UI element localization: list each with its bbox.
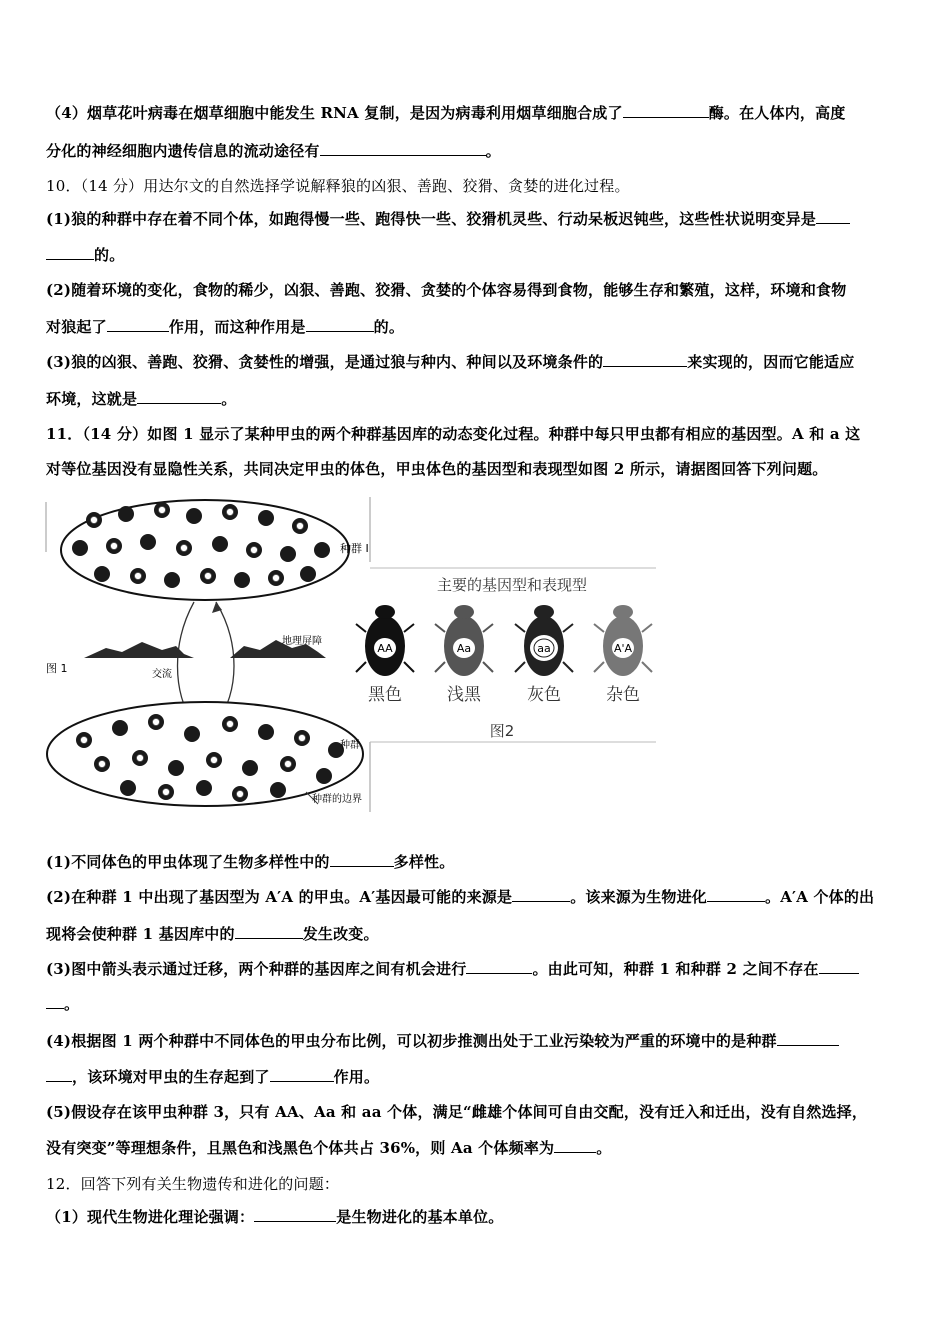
answer-blank[interactable] <box>816 209 850 224</box>
q11-heading-line-1: 11．（14 分）如图 1 显示了某种甲虫的两个种群基因库的动态变化过程。种群中每只甲虫都有相应的基因型。A 和 a 这 <box>46 425 861 443</box>
answer-blank[interactable] <box>254 1207 336 1222</box>
boundary-label: 种群的边界 <box>312 794 362 805</box>
q11-p2-line-1: (2)在种群 1 中出现了基因型为 A′A 的甲虫。A′基因最可能的来源是 。该来源为生物进化 。A′A 个体的出 <box>46 888 875 906</box>
beetle-aa-gray <box>515 605 573 676</box>
q11-p3-line-1: (3)图中箭头表示通过迁移，两个种群的基因库之间有机会进行 。由此可知，种群 1 和种群 2 之间不存在 <box>46 958 859 979</box>
barrier-label: 地理屏障 <box>282 636 322 647</box>
beetle-a-prime-a-mottled <box>594 605 652 676</box>
figure-1-label: 图 1 <box>46 662 68 675</box>
q11-p4-line-2: ，该环境对甲虫的生存起到了 作用。 <box>46 1066 379 1087</box>
answer-blank[interactable] <box>777 1031 839 1046</box>
answer-blank[interactable] <box>623 103 709 118</box>
answer-blank[interactable] <box>512 887 570 902</box>
population-2-label: 种群 <box>340 740 360 751</box>
q11-p3-line-2: 。 <box>46 993 79 1014</box>
figure-2-caption: 图2 <box>489 722 515 740</box>
answer-blank[interactable] <box>306 317 374 332</box>
q10-heading: 10．（14 分）用达尔文的自然选择学说解释狼的凶狠、善跑、狡猾、贪婪的进化过程。 <box>46 177 630 195</box>
q11-p5-line-1: (5)假设存在该甲虫种群 3，只有 AA、Aa 和 aa 个体，满足“雌雄个体间可自由交配，没有迁入和迁出，没有自然选择， <box>46 1103 868 1121</box>
q11-p2-line-2: 现将会使种群 1 基因库中的 发生改变。 <box>46 925 379 943</box>
answer-blank[interactable] <box>707 887 765 902</box>
q11-p1: (1)不同体色的甲虫体现了生物多样性中的 多样性。 <box>46 853 455 871</box>
q11-heading-line-2: 对等位基因没有显隐性关系，共同决定甲虫的体色，甲虫体色的基因型和表现型如图 2 所示，请据图回答下列问题。 <box>46 460 828 478</box>
q12-p1: （1）现代生物进化理论强调： 是生物进化的基本单位。 <box>46 1208 504 1226</box>
answer-blank[interactable] <box>107 317 169 332</box>
phenotype-label: 浅黑 <box>447 685 481 705</box>
phenotype-label: 灰色 <box>527 685 561 705</box>
phenotype-label: 黑色 <box>368 685 402 705</box>
q10-p1-line-1: (1)狼的种群中存在着不同个体，如跑得慢一些、跑得快一些、狡猾机灵些、行动呆板迟钝些，这些性状说明变异是 <box>46 208 850 229</box>
answer-blank[interactable] <box>46 245 94 260</box>
figure-illustration <box>44 492 656 832</box>
q12-heading: 12．回答下列有关生物遗传和进化的问题： <box>46 1175 340 1193</box>
q10-p3-line-1: (3)狼的凶狠、善跑、狡猾、贪婪性的增强，是通过狼与种内、种间以及环境条件的 来实现的，因而它能适应 <box>46 353 855 371</box>
genotype-label: A'A <box>613 642 633 655</box>
q11-p5-line-2: 没有突变”等理想条件，且黑色和浅黑色个体共占 36%，则 Aa 个体频率为 。 <box>46 1139 612 1157</box>
answer-blank[interactable] <box>235 924 303 939</box>
barrier-mountain-left <box>84 642 194 658</box>
genotype-label: Aa <box>456 642 472 655</box>
q10-p3-line-2: 环境，这就是 。 <box>46 390 237 408</box>
figure-2-title: 主要的基因型和表现型 <box>436 576 588 594</box>
answer-blank[interactable] <box>554 1138 596 1153</box>
exchange-label: 交流 <box>152 669 172 680</box>
answer-blank[interactable] <box>270 1067 334 1082</box>
beetle-aa-light-black <box>435 605 493 676</box>
answer-blank[interactable] <box>466 959 532 974</box>
beetle-aa-black <box>356 605 414 676</box>
q10-p2-line-2: 对狼起了 作用，而这种作用是 的。 <box>46 318 405 336</box>
population-1-ellipse <box>61 500 349 600</box>
q9-4-line-2: 分化的神经细胞内遗传信息的流动途径有 。 <box>46 142 501 160</box>
answer-blank[interactable] <box>46 1067 72 1082</box>
q11-p4-line-1: (4)根据图 1 两个种群中不同体色的甲虫分布比例，可以初步推测出处于工业污染较为严重的环境中的是种群 <box>46 1030 839 1051</box>
q10-p2-line-1: (2)随着环境的变化，食物的稀少，凶狠、善跑、狡猾、贪婪的个体容易得到食物，能够生存和繁殖，这样，环境和食物 <box>46 281 847 299</box>
answer-blank[interactable] <box>603 352 687 367</box>
answer-blank[interactable] <box>819 959 859 974</box>
genotype-label: AA <box>377 642 393 655</box>
q9-4-line-1: （4）烟草花叶病毒在烟草细胞中能发生 RNA 复制，是因为病毒利用烟草细胞合成了 酶。在人体内，高度 <box>46 104 846 122</box>
answer-blank[interactable] <box>137 389 221 404</box>
figure-1-and-2 <box>44 492 656 832</box>
answer-blank[interactable] <box>330 852 394 867</box>
population-1-label: 种群 I <box>340 542 369 555</box>
phenotype-label: 杂色 <box>606 685 640 705</box>
answer-blank[interactable] <box>46 994 64 1009</box>
genotype-label: aa <box>537 642 551 655</box>
answer-blank[interactable] <box>320 141 486 156</box>
q10-p1-line-2: 的。 <box>46 244 124 265</box>
